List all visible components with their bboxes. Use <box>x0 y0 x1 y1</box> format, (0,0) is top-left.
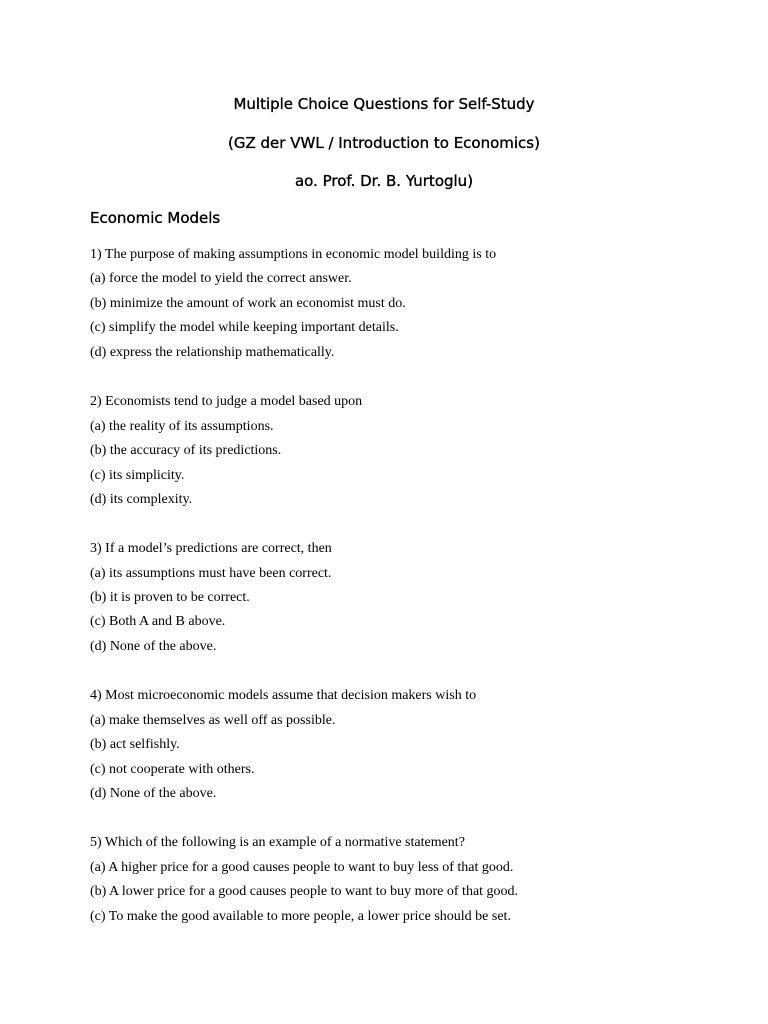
question-prompt: 5) Which of the following is an example of a normative statement? <box>90 835 465 850</box>
question-option: (b) the accuracy of its predictions. <box>90 443 282 458</box>
question-option: (c) To make the good available to more people, a lower price should be set. <box>90 909 511 924</box>
question-option: (d) None of the above. <box>90 786 217 801</box>
question-option: (a) its assumptions must have been correct. <box>90 566 332 581</box>
document-course-line: (GZ der VWL / Introduction to Economics) <box>228 134 540 152</box>
section-heading: Economic Models <box>90 209 221 227</box>
question-option: (b) act selfishly. <box>90 737 180 752</box>
question-option: (c) simplify the model while keeping important details. <box>90 320 399 335</box>
question-option: (b) it is proven to be correct. <box>90 590 250 605</box>
question-option: (c) Both A and B above. <box>90 614 226 629</box>
document-title: Multiple Choice Questions for Self-Study <box>233 95 535 113</box>
question-prompt: 4) Most microeconomic models assume that decision makers wish to <box>90 688 477 703</box>
question-option: (d) its complexity. <box>90 492 193 507</box>
question-option: (a) the reality of its assumptions. <box>90 419 274 434</box>
question-option: (a) make themselves as well off as possible. <box>90 713 336 728</box>
question-option: (b) A lower price for a good causes people to want to buy more of that good. <box>90 884 519 899</box>
question-prompt: 1) The purpose of making assumptions in economic model building is to <box>90 247 497 262</box>
question-option: (b) minimize the amount of work an economist must do. <box>90 296 406 311</box>
question-option: (c) its simplicity. <box>90 468 185 483</box>
question-option: (a) force the model to yield the correct answer. <box>90 271 352 286</box>
document-author-line: ao. Prof. Dr. B. Yurtoglu) <box>294 172 474 190</box>
question-option: (d) express the relationship mathematically. <box>90 345 335 360</box>
question-option: (d) None of the above. <box>90 639 217 654</box>
question-option: (c) not cooperate with others. <box>90 762 255 777</box>
question-prompt: 2) Economists tend to judge a model based upon <box>90 394 363 409</box>
question-option: (a) A higher price for a good causes people to want to buy less of that good. <box>90 860 514 875</box>
question-prompt: 3) If a model’s predictions are correct, then <box>90 541 332 556</box>
